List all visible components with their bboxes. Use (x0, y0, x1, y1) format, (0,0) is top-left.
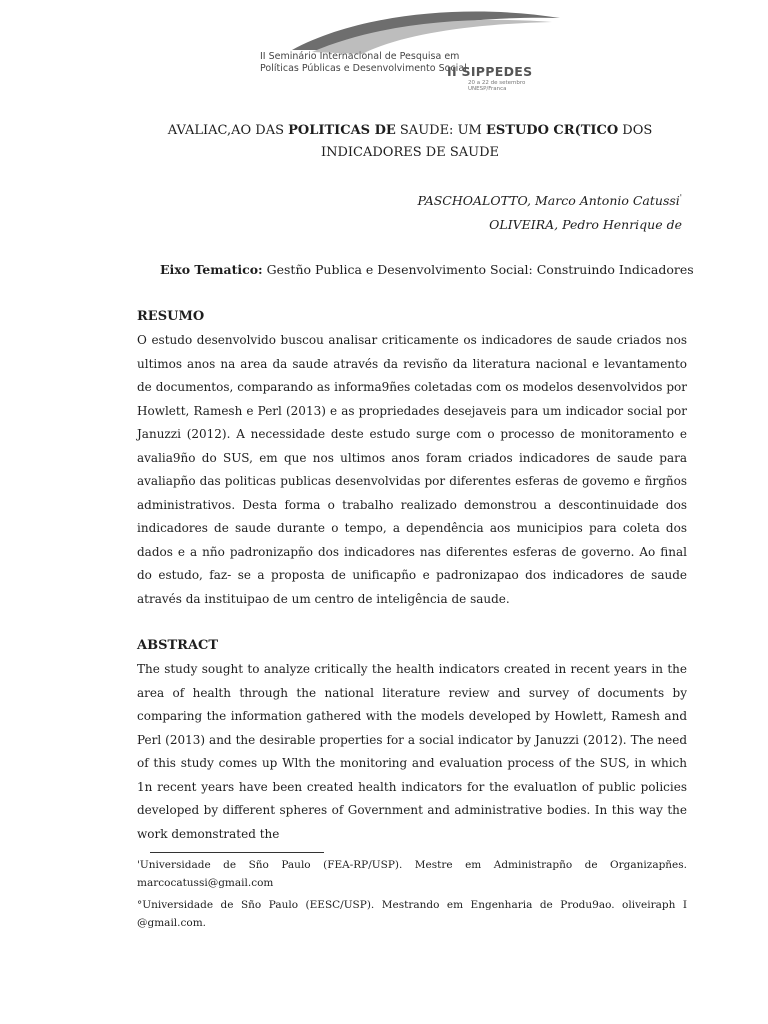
logo-subtitle (260, 51, 467, 75)
author-1-name: PASCHOALOTTO, Marco Antonio Catussi (417, 193, 680, 209)
logo-dates-line-2: UNESP/Franca (468, 86, 507, 92)
title-part-3: SAUDE: UM (395, 123, 486, 138)
footnote-2: °Universidade de Sño Paulo (EESC/USP). Mestrando em Engenharia de Produ9ao. oliveiraph I @gmail.com. (137, 899, 687, 929)
logo-dates (468, 80, 525, 92)
title-part-2: POLITICAS DE (288, 123, 396, 138)
resumo-heading: RESUMO (137, 309, 205, 324)
author-1 (417, 193, 682, 208)
author-2 (489, 217, 682, 232)
abstract-text: The study sought to analyze critically the health indicators created in recent years in the area of health through the national literature review and survey of documents by comparing the information gathered with the models developed by Howlett, Ramesh and Perl (2013) and the desirable properties for a social indicator by Januzzi (2012). The need of this study comes up Wlth the monitoring and evaluation process of the SUS, in which 1n recent years have been created health indicators for the evaluatlon of public policies developed by different spheres of Government and administrative bodies. In this way the work demonstrated the (137, 662, 687, 841)
logo-dates-line-1: 20 a 22 de setembro (468, 80, 526, 86)
axis-text: Gestño Publica e Desenvolvimento Social: Construindo Indicadores (262, 262, 694, 277)
author-2-name: OLIVEIRA, Pedro Henrique de (489, 217, 682, 232)
axis-label: Eixo Tematico: (160, 262, 263, 277)
logo-line-1: II Seminário Internacional de Pesquisa em (260, 51, 460, 62)
title-line-2: INDICADORES DE SAUDE (320, 145, 499, 160)
abstract-heading: ABSTRACT (137, 638, 219, 653)
logo-brand: II SIPPEDES (447, 64, 533, 79)
paper-title (120, 120, 700, 164)
conference-logo (252, 8, 562, 94)
author-1-mark: ' (679, 193, 682, 202)
title-part-4: ESTUDO CR(TICO (485, 123, 619, 138)
thematic-axis (160, 262, 694, 277)
title-part-5: DOS (618, 123, 653, 138)
footnote-1: 'Universidade de Sño Paulo (FEA-RP/USP). Mestre em Administrapño de Organizapñes. marcocatussi@gmail.com (137, 859, 687, 889)
logo-line-2: Políticas Públicas e Desenvolvimento Social (260, 63, 467, 74)
resumo-text: O estudo desenvolvido buscou analisar criticamente os indicadores de saude criados nos ultimos anos na area da saude através da revisño da literatura nacional e levantamento de documentos, comparando as informa9ñes coletadas com os modelos desenvolvidos por Howlett, Ramesh e Perl (2013) e as propriedades desejaveis para um indicador social por Januzzi (2012). A necessidade deste estudo surge com o processo de monitoramento e avalia9ño do SUS, em que nos ultimos anos foram criados indicadores de saude para avaliapño das politicas publicas desenvolvidas por diferentes esferas de govemo e ñrgños administrativos. Desta forma o trabalho realizado demonstrou a descontinuidade dos indicadores de saude durante o tempo, a dependência aos municipios para coleta dos dados e a nño padronizapño dos indicadores nas diferentes esferas de governo. Ao final do estudo, faz- se a proposta de unificapño e padronizapao dos indicadores de saude através da instituipao de um centro de inteligência de saude. (137, 333, 687, 606)
title-part-1: AVALIAC,AO DAS (167, 123, 289, 138)
footnote-divider (150, 852, 324, 853)
